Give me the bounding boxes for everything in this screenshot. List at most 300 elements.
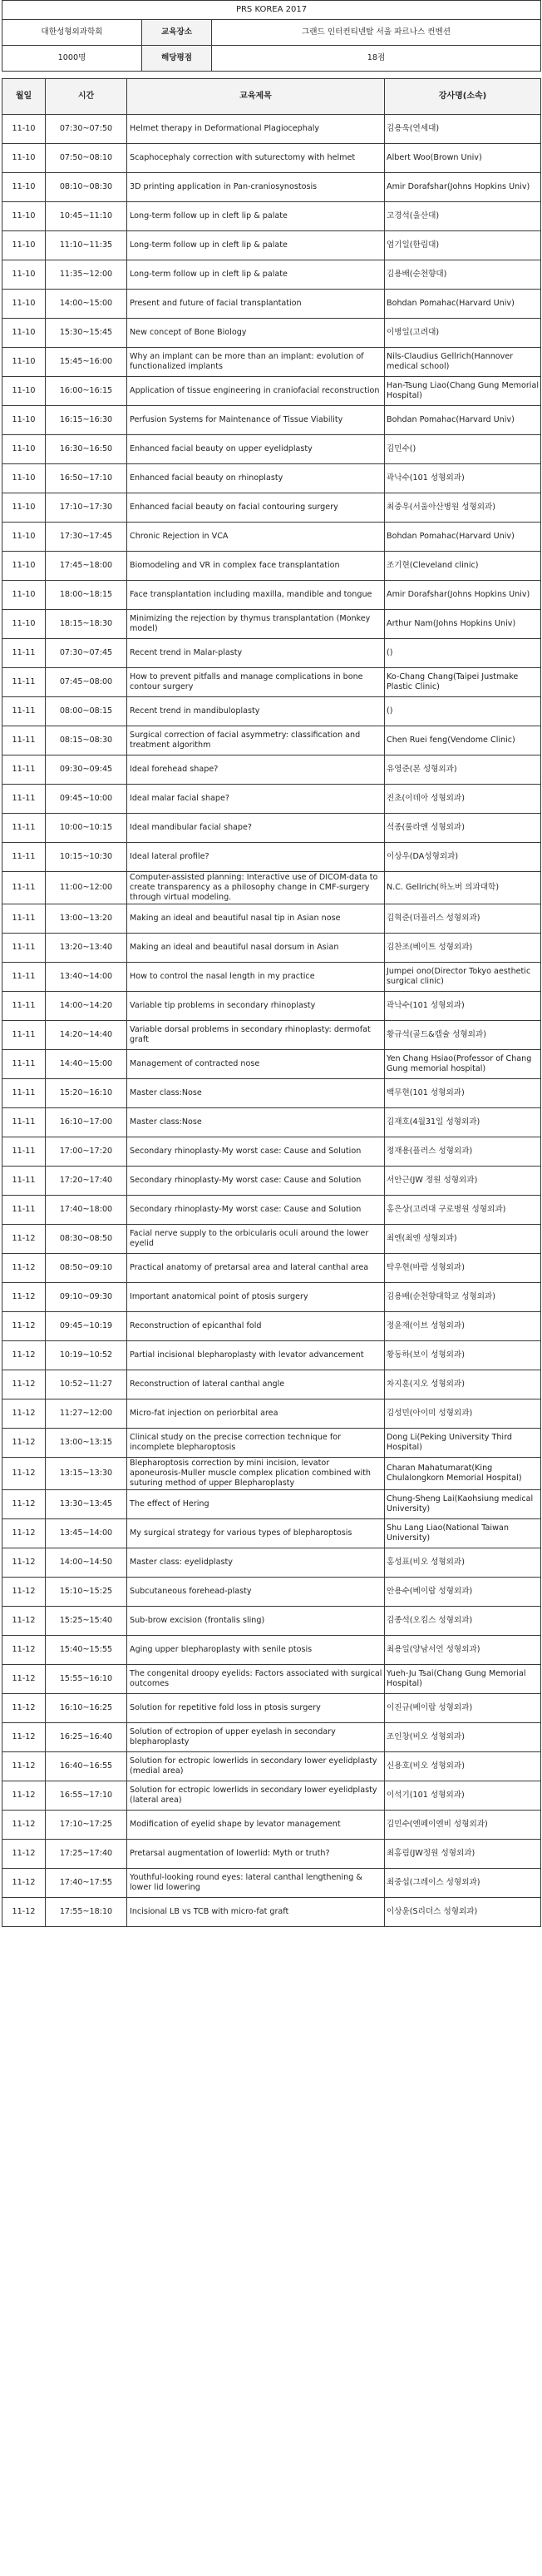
table-header-row (2, 79, 541, 115)
row-time: 16:10~17:00 (46, 1108, 127, 1137)
row-lecturer: 탁우현(바람 성형외과) (385, 1254, 541, 1283)
row-date: 11-10 (2, 406, 46, 435)
table-row (2, 1429, 541, 1458)
venue-label: 교육장소 (142, 20, 212, 46)
row-date: 11-10 (2, 348, 46, 377)
row-lecturer: 김혁준(더플러스 성형외과) (385, 904, 541, 934)
row-subject: Reconstruction of lateral canthal angle (127, 1370, 385, 1399)
table-row (2, 493, 541, 523)
table-row (2, 904, 541, 934)
row-time: 10:15~10:30 (46, 843, 127, 872)
table-row (2, 872, 541, 904)
row-lecturer: 김성민(아이미 성형외과) (385, 1399, 541, 1429)
row-subject: Enhanced facial beauty on rhinoplasty (127, 464, 385, 493)
row-time: 13:15~13:30 (46, 1458, 127, 1490)
table-row (2, 1490, 541, 1519)
row-time: 17:25~17:40 (46, 1840, 127, 1869)
row-subject: Secondary rhinoplasty-My worst case: Cause and Solution (127, 1137, 385, 1167)
table-row (2, 523, 541, 552)
row-date: 11-11 (2, 1079, 46, 1108)
row-date: 11-11 (2, 904, 46, 934)
table-row (2, 1167, 541, 1196)
row-subject: Perfusion Systems for Maintenance of Tissue Viability (127, 406, 385, 435)
row-date: 11-12 (2, 1898, 46, 1927)
row-time: 09:30~09:45 (46, 755, 127, 785)
table-row (2, 581, 541, 610)
row-lecturer: 이석기(101 성형외과) (385, 1781, 541, 1811)
row-date: 11-12 (2, 1781, 46, 1811)
table-row (2, 1752, 541, 1781)
table-row (2, 1869, 541, 1898)
row-date: 11-12 (2, 1811, 46, 1840)
row-time: 08:10~08:30 (46, 173, 127, 202)
row-subject: Practical anatomy of pretarsal area and lateral canthal area (127, 1254, 385, 1283)
row-time: 09:45~10:19 (46, 1312, 127, 1341)
row-date: 11-11 (2, 726, 46, 755)
row-subject: Secondary rhinoplasty-My worst case: Cause and Solution (127, 1167, 385, 1196)
row-subject: Secondary rhinoplasty-My worst case: Cause and Solution (127, 1196, 385, 1225)
row-lecturer: 차지훈(지오 성형외과) (385, 1370, 541, 1399)
row-subject: Sub-brow excision (frontalis sling) (127, 1607, 385, 1636)
row-lecturer: N.C. Gellrich(하노버 의과대학) (385, 872, 541, 904)
row-time: 15:30~15:45 (46, 319, 127, 348)
row-subject: New concept of Bone Biology (127, 319, 385, 348)
row-time: 16:55~17:10 (46, 1781, 127, 1811)
table-row (2, 1548, 541, 1578)
row-subject: Partial incisional blepharoplasty with levator advancement (127, 1341, 385, 1370)
row-date: 11-12 (2, 1636, 46, 1665)
row-time: 14:00~14:20 (46, 992, 127, 1021)
table-row (2, 992, 541, 1021)
row-lecturer: 이병일(고려대) (385, 319, 541, 348)
row-lecturer: Ko-Chang Chang(Taipei Justmake Plastic Clinic) (385, 668, 541, 697)
row-subject: Application of tissue engineering in craniofacial reconstruction (127, 377, 385, 406)
row-subject: Variable dorsal problems in secondary rhinoplasty: dermofat graft (127, 1021, 385, 1050)
row-subject: Recent trend in Malar-plasty (127, 639, 385, 668)
row-time: 11:10~11:35 (46, 231, 127, 260)
row-subject: Long-term follow up in cleft lip & palate (127, 260, 385, 290)
row-subject: Biomodeling and VR in complex face transplantation (127, 552, 385, 581)
row-date: 11-10 (2, 173, 46, 202)
row-time: 10:19~10:52 (46, 1341, 127, 1370)
row-date: 11-10 (2, 581, 46, 610)
row-date: 11-12 (2, 1490, 46, 1519)
row-subject: Scaphocephaly correction with suturectomy with helmet (127, 144, 385, 173)
column-header-subject: 교육제목 (127, 79, 385, 115)
row-date: 11-10 (2, 231, 46, 260)
table-row (2, 202, 541, 231)
row-date: 11-12 (2, 1694, 46, 1723)
row-date: 11-10 (2, 464, 46, 493)
table-row (2, 319, 541, 348)
table-row (2, 1137, 541, 1167)
row-lecturer: Jumpei ono(Director Tokyo aesthetic surgical clinic) (385, 963, 541, 992)
row-subject: Long-term follow up in cleft lip & palate (127, 231, 385, 260)
row-date: 11-11 (2, 639, 46, 668)
row-date: 11-12 (2, 1341, 46, 1370)
table-row (2, 406, 541, 435)
row-lecturer: Nils-Claudius Gellrich(Hannover medical school) (385, 348, 541, 377)
column-header-lecturer: 강사명(소속) (385, 79, 541, 115)
row-date: 11-10 (2, 377, 46, 406)
row-subject: Aging upper blepharoplasty with senile ptosis (127, 1636, 385, 1665)
schedule-sheet (2, 0, 540, 1927)
row-time: 13:30~13:45 (46, 1490, 127, 1519)
table-row (2, 1399, 541, 1429)
table-row (2, 1840, 541, 1869)
row-subject: The effect of Hering (127, 1490, 385, 1519)
table-row (2, 697, 541, 726)
row-lecturer: 진초(이데아 성형외과) (385, 785, 541, 814)
row-subject: Enhanced facial beauty on facial contouring surgery (127, 493, 385, 523)
row-time: 16:50~17:10 (46, 464, 127, 493)
row-subject: Face transplantation including maxilla, mandible and tongue (127, 581, 385, 610)
row-date: 11-10 (2, 493, 46, 523)
table-row (2, 144, 541, 173)
row-lecturer: Amir Dorafshar(Johns Hopkins Univ) (385, 581, 541, 610)
row-time: 16:30~16:50 (46, 435, 127, 464)
row-time: 15:45~16:00 (46, 348, 127, 377)
row-date: 11-11 (2, 1196, 46, 1225)
row-lecturer: 고경석(울산대) (385, 202, 541, 231)
table-row (2, 290, 541, 319)
table-row (2, 726, 541, 755)
table-row (2, 1283, 541, 1312)
table-row (2, 1341, 541, 1370)
row-date: 11-12 (2, 1548, 46, 1578)
table-row (2, 1312, 541, 1341)
row-lecturer: 황동하(보이 성형외과) (385, 1341, 541, 1370)
row-lecturer: 유영준(본 성형외과) (385, 755, 541, 785)
row-subject: Solution for ectropic lowerlids in secondary lower eyelidplasty (medial area) (127, 1752, 385, 1781)
table-row (2, 668, 541, 697)
row-subject: Facial nerve supply to the orbicularis oculi around the lower eyelid (127, 1225, 385, 1254)
row-subject: Management of contracted nose (127, 1050, 385, 1079)
row-date: 11-10 (2, 202, 46, 231)
row-time: 17:55~18:10 (46, 1898, 127, 1927)
row-lecturer: 김용배(순천향대학교 성형외과) (385, 1283, 541, 1312)
row-date: 11-11 (2, 843, 46, 872)
row-date: 11-12 (2, 1665, 46, 1694)
row-date: 11-11 (2, 1050, 46, 1079)
row-lecturer: Yen Chang Hsiao(Professor of Chang Gung memorial hospital) (385, 1050, 541, 1079)
row-lecturer: Charan Mahatumarat(King Chulalongkorn Memorial Hospital) (385, 1458, 541, 1490)
row-subject: How to control the nasal length in my practice (127, 963, 385, 992)
table-row (2, 610, 541, 639)
row-time: 08:15~08:30 (46, 726, 127, 755)
table-row (2, 755, 541, 785)
schedule-table (2, 78, 541, 1927)
row-time: 07:45~08:00 (46, 668, 127, 697)
row-time: 15:10~15:25 (46, 1578, 127, 1607)
row-date: 11-11 (2, 697, 46, 726)
row-date: 11-12 (2, 1840, 46, 1869)
table-row (2, 934, 541, 963)
row-subject: Why an implant can be more than an implant: evolution of functionalized implants (127, 348, 385, 377)
table-row (2, 1811, 541, 1840)
row-subject: Important anatomical point of ptosis surgery (127, 1283, 385, 1312)
row-subject: Enhanced facial beauty on upper eyelidplasty (127, 435, 385, 464)
row-subject: Micro-fat injection on periorbital area (127, 1399, 385, 1429)
row-subject: Making an ideal and beautiful nasal tip in Asian nose (127, 904, 385, 934)
row-subject: Master class:Nose (127, 1079, 385, 1108)
row-lecturer: 김종석(오킴스 성형외과) (385, 1607, 541, 1636)
row-date: 11-10 (2, 290, 46, 319)
row-subject: Ideal mandibular facial shape? (127, 814, 385, 843)
table-row (2, 963, 541, 992)
row-lecturer: 김용욱(연세대) (385, 115, 541, 144)
row-subject: Surgical correction of facial asymmetry: classification and treatment algorithm (127, 726, 385, 755)
table-row (2, 1108, 541, 1137)
row-time: 14:00~14:50 (46, 1548, 127, 1578)
row-date: 11-11 (2, 872, 46, 904)
table-row (2, 1519, 541, 1548)
row-time: 15:20~16:10 (46, 1079, 127, 1108)
row-time: 13:20~13:40 (46, 934, 127, 963)
row-lecturer: 김재호(4월31일 성형외과) (385, 1108, 541, 1137)
row-lecturer: 김찬조(베이트 성형외과) (385, 934, 541, 963)
row-time: 15:25~15:40 (46, 1607, 127, 1636)
row-lecturer: Chung-Sheng Lai(Kaohsiung medical University) (385, 1490, 541, 1519)
row-date: 11-10 (2, 144, 46, 173)
row-date: 11-12 (2, 1225, 46, 1254)
row-time: 08:30~08:50 (46, 1225, 127, 1254)
row-lecturer: 안용수(베이랍 성형외과) (385, 1578, 541, 1607)
venue: 그랜드 인터컨티넨탈 서울 파르나스 컨벤션 (212, 20, 541, 46)
row-lecturer: Amir Dorafshar(Johns Hopkins Univ) (385, 173, 541, 202)
row-date: 11-10 (2, 115, 46, 144)
row-subject: Solution for repetitive fold loss in ptosis surgery (127, 1694, 385, 1723)
table-row (2, 1665, 541, 1694)
table-row (2, 377, 541, 406)
row-time: 08:00~08:15 (46, 697, 127, 726)
row-lecturer: Yueh-Ju Tsai(Chang Gung Memorial Hospital) (385, 1665, 541, 1694)
row-time: 16:10~16:25 (46, 1694, 127, 1723)
row-time: 13:45~14:00 (46, 1519, 127, 1548)
row-lecturer: Bohdan Pomahac(Harvard Univ) (385, 290, 541, 319)
column-header-time: 시간 (46, 79, 127, 115)
row-lecturer: 이상윤(S리더스 성형외과) (385, 1898, 541, 1927)
row-subject: Present and future of facial transplantation (127, 290, 385, 319)
row-lecturer: Han-Tsung Liao(Chang Gung Memorial Hospital) (385, 377, 541, 406)
row-lecturer: 최용일(양남서언 성형외과) (385, 1636, 541, 1665)
row-time: 11:27~12:00 (46, 1399, 127, 1429)
row-lecturer: () (385, 639, 541, 668)
row-subject: Master class: eyelidplasty (127, 1548, 385, 1578)
row-lecturer: 황규석(골드&캡슐 성형외과) (385, 1021, 541, 1050)
row-date: 11-10 (2, 552, 46, 581)
row-lecturer: 곽낙수(101 성형외과) (385, 992, 541, 1021)
row-lecturer: Bohdan Pomahac(Harvard Univ) (385, 523, 541, 552)
row-time: 15:55~16:10 (46, 1665, 127, 1694)
row-lecturer: 정재용(플러스 성형외과) (385, 1137, 541, 1167)
row-date: 11-11 (2, 934, 46, 963)
row-time: 14:40~15:00 (46, 1050, 127, 1079)
table-row (2, 1196, 541, 1225)
row-subject: Making an ideal and beautiful nasal dorsum in Asian (127, 934, 385, 963)
row-time: 07:30~07:45 (46, 639, 127, 668)
row-subject: Ideal lateral profile? (127, 843, 385, 872)
row-date: 11-12 (2, 1312, 46, 1341)
table-row (2, 231, 541, 260)
row-time: 07:30~07:50 (46, 115, 127, 144)
row-subject: 3D printing application in Pan-craniosynostosis (127, 173, 385, 202)
row-date: 11-12 (2, 1254, 46, 1283)
row-subject: Solution for ectropic lowerlids in secondary lower eyelidplasty (lateral area) (127, 1781, 385, 1811)
row-date: 11-12 (2, 1607, 46, 1636)
table-row (2, 785, 541, 814)
attendees: 1000명 (2, 46, 142, 72)
row-date: 11-12 (2, 1370, 46, 1399)
row-lecturer: 조기현(Cleveland clinic) (385, 552, 541, 581)
table-row (2, 1225, 541, 1254)
row-lecturer: Shu Lang Liao(National Taiwan University) (385, 1519, 541, 1548)
row-time: 17:40~18:00 (46, 1196, 127, 1225)
table-row (2, 1254, 541, 1283)
row-date: 11-10 (2, 260, 46, 290)
row-date: 11-11 (2, 785, 46, 814)
row-date: 11-10 (2, 435, 46, 464)
row-subject: The congenital droopy eyelids: Factors associated with surgical outcomes (127, 1665, 385, 1694)
row-lecturer: Bohdan Pomahac(Harvard Univ) (385, 406, 541, 435)
row-subject: Clinical study on the precise correction technique for incomplete blepharoptosis (127, 1429, 385, 1458)
organizer: 대한성형외과학회 (2, 20, 142, 46)
row-subject: Modification of eyelid shape by levator management (127, 1811, 385, 1840)
row-subject: Helmet therapy in Deformational Plagiocephaly (127, 115, 385, 144)
table-row (2, 1694, 541, 1723)
row-subject: Incisional LB vs TCB with micro-fat graft (127, 1898, 385, 1927)
table-row (2, 1370, 541, 1399)
row-lecturer: 최엔(최엔 성형외과) (385, 1225, 541, 1254)
row-time: 15:40~15:55 (46, 1636, 127, 1665)
row-lecturer: Chen Ruei feng(Vendome Clinic) (385, 726, 541, 755)
row-subject: Master class:Nose (127, 1108, 385, 1137)
row-date: 11-11 (2, 755, 46, 785)
table-row (2, 1723, 541, 1752)
row-date: 11-11 (2, 963, 46, 992)
row-time: 16:00~16:15 (46, 377, 127, 406)
row-lecturer: () (385, 697, 541, 726)
row-time: 11:00~12:00 (46, 872, 127, 904)
row-subject: Ideal forehead shape? (127, 755, 385, 785)
schedule-body (2, 115, 541, 1927)
row-time: 13:00~13:20 (46, 904, 127, 934)
hours: 18점 (212, 46, 541, 72)
row-time: 17:10~17:30 (46, 493, 127, 523)
row-lecturer: Arthur Nam(Johns Hopkins Univ) (385, 610, 541, 639)
row-time: 09:10~09:30 (46, 1283, 127, 1312)
table-row (2, 1898, 541, 1927)
table-row (2, 1781, 541, 1811)
column-header-date: 월일 (2, 79, 46, 115)
row-time: 17:10~17:25 (46, 1811, 127, 1840)
row-time: 09:45~10:00 (46, 785, 127, 814)
row-time: 17:30~17:45 (46, 523, 127, 552)
row-date: 11-11 (2, 1108, 46, 1137)
row-date: 11-10 (2, 319, 46, 348)
row-date: 11-11 (2, 1167, 46, 1196)
header-table (2, 0, 541, 72)
row-lecturer: 이진규(베이랍 성형외과) (385, 1694, 541, 1723)
row-lecturer: 조인창(비오 성형외과) (385, 1723, 541, 1752)
row-subject: How to prevent pitfalls and manage complications in bone contour surgery (127, 668, 385, 697)
row-date: 11-11 (2, 1137, 46, 1167)
table-row (2, 464, 541, 493)
row-time: 13:00~13:15 (46, 1429, 127, 1458)
row-date: 11-11 (2, 668, 46, 697)
row-lecturer: 엄기일(한림대) (385, 231, 541, 260)
row-date: 11-12 (2, 1283, 46, 1312)
table-row (2, 1607, 541, 1636)
row-lecturer: 최중섭(그레이스 성형외과) (385, 1869, 541, 1898)
row-time: 16:40~16:55 (46, 1752, 127, 1781)
row-subject: Solution of ectropion of upper eyelash in secondary blepharoplasty (127, 1723, 385, 1752)
row-time: 17:20~17:40 (46, 1167, 127, 1196)
row-time: 16:25~16:40 (46, 1723, 127, 1752)
row-date: 11-12 (2, 1519, 46, 1548)
page-title: PRS KOREA 2017 (2, 1, 541, 20)
hours-label: 해당평점 (142, 46, 212, 72)
row-date: 11-12 (2, 1723, 46, 1752)
table-row (2, 1079, 541, 1108)
row-lecturer: 석종(룰라앤 성형외과) (385, 814, 541, 843)
row-lecturer: 곽낙수(101 성형외과) (385, 464, 541, 493)
row-subject: Youthful-looking round eyes: lateral canthal lengthening & lower lid lowering (127, 1869, 385, 1898)
row-time: 10:00~10:15 (46, 814, 127, 843)
table-row (2, 435, 541, 464)
table-row (2, 639, 541, 668)
row-date: 11-10 (2, 523, 46, 552)
row-lecturer: Albert Woo(Brown Univ) (385, 144, 541, 173)
row-lecturer: 정윤재(이브 성형외과) (385, 1312, 541, 1341)
row-subject: Reconstruction of epicanthal fold (127, 1312, 385, 1341)
row-lecturer: 홍성표(비오 성형외과) (385, 1548, 541, 1578)
row-subject: Pretarsal augmentation of lowerlid: Myth or truth? (127, 1840, 385, 1869)
row-lecturer: 김민수() (385, 435, 541, 464)
row-date: 11-10 (2, 610, 46, 639)
row-time: 18:15~18:30 (46, 610, 127, 639)
row-time: 17:45~18:00 (46, 552, 127, 581)
table-row (2, 260, 541, 290)
row-subject: Minimizing the rejection by thymus transplantation (Monkey model) (127, 610, 385, 639)
row-time: 11:35~12:00 (46, 260, 127, 290)
row-subject: Chronic Rejection in VCA (127, 523, 385, 552)
row-lecturer: 김용배(순천향대) (385, 260, 541, 290)
row-lecturer: 서안근(JW 정원 성형외과) (385, 1167, 541, 1196)
table-row (2, 1578, 541, 1607)
row-time: 16:15~16:30 (46, 406, 127, 435)
row-time: 17:40~17:55 (46, 1869, 127, 1898)
row-date: 11-12 (2, 1752, 46, 1781)
row-subject: Computer-assisted planning: Interactive use of DICOM-data to create transparency as a philosophy change in CMF-surgery through virtual modeling. (127, 872, 385, 904)
row-lecturer: 최중우(서울아산병원 성형외과) (385, 493, 541, 523)
row-lecturer: 이상우(DA성형외과) (385, 843, 541, 872)
row-date: 11-11 (2, 814, 46, 843)
table-row (2, 814, 541, 843)
row-time: 13:40~14:00 (46, 963, 127, 992)
row-subject: Long-term follow up in cleft lip & palate (127, 202, 385, 231)
row-subject: Blepharoptosis correction by mini incision, levator aponeurosis-Muller muscle complex plication combined with suturing method of upper Blepharoplasty (127, 1458, 385, 1490)
row-date: 11-11 (2, 1021, 46, 1050)
row-lecturer: 백무현(101 성형외과) (385, 1079, 541, 1108)
row-lecturer: 홍은상(고려대 구로병원 성형외과) (385, 1196, 541, 1225)
row-time: 14:20~14:40 (46, 1021, 127, 1050)
row-subject: Ideal malar facial shape? (127, 785, 385, 814)
row-time: 18:00~18:15 (46, 581, 127, 610)
row-lecturer: 신용호(비오 성형외과) (385, 1752, 541, 1781)
row-date: 11-12 (2, 1399, 46, 1429)
table-row (2, 348, 541, 377)
